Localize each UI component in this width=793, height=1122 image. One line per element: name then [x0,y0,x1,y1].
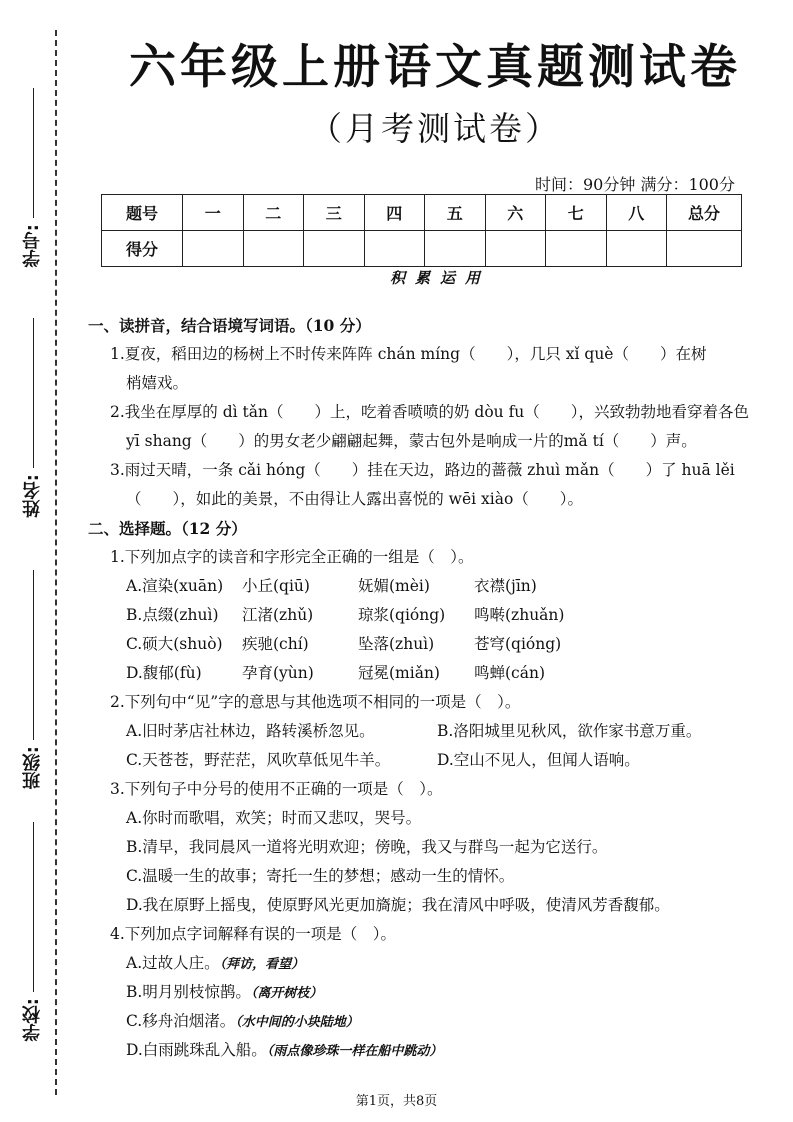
student-number-line[interactable] [33,88,34,218]
class-field [8,570,58,789]
score-cell[interactable] [364,231,425,267]
option-item[interactable]: C.天苍苍，野茫茫，风吹草低见牛羊。 [126,751,391,769]
score-table-header-row [102,195,742,231]
option-item[interactable]: D.空山不见人，但闻人语响。 [437,751,640,769]
score-table-cell: 一 [183,195,244,231]
page-footer: 第1页，共8页 [355,1094,438,1109]
option-text: A.过故人庄。 [126,954,220,972]
student-number-field [8,88,58,267]
option-item: 琼浆(qióng) [358,606,446,624]
option-note: （离开树枝） [250,986,323,1001]
question-content [88,311,748,1065]
option-item[interactable] [88,1007,748,1036]
option-item[interactable] [88,978,748,1007]
option-item[interactable]: A.旧时茅店社林边，路转溪桥忽见。 [126,722,375,740]
name-line[interactable] [33,318,34,468]
score-table-cell: 二 [243,195,304,231]
q2-4-stem: 4.下列加点字词解释有误的一项是（ ）。 [110,925,397,943]
q1-line: 2.我坐在厚厚的 dì tǎn（ ）上，吃着香喷喷的奶 dòu fu（ ），兴致勃勃地看穿着各色 [110,403,750,421]
score-cell[interactable] [667,231,742,267]
option-item[interactable]: A.渲染(xuān) [126,577,224,595]
option-item[interactable]: C.温暖一生的故事；寄托一生的梦想；感动一生的情怀。 [126,867,515,885]
option-item: 疾驰(chí) [242,635,309,653]
binding-dashed-line [55,30,57,1095]
option-item: 小丘(qiū) [242,577,310,595]
option-item[interactable]: A.你时而歌唱，欢笑；时而又悲叹，哭号。 [126,809,422,827]
exam-title: 六年级上册语文真题测试卷 [129,40,741,95]
option-text: B.明月别枝惊鹊。 [126,983,251,1001]
score-cell[interactable] [606,231,667,267]
class-line[interactable] [33,570,34,740]
option-item[interactable]: B.洛阳城里见秋风，欲作家书意万重。 [437,722,702,740]
q2-3-stem: 3.下列句子中分号的使用不正确的一项是（ ）。 [110,780,443,798]
q1-line: （ ），如此的美景，不由得让人露出喜悦的 wēi xiào（ ）。 [126,490,584,508]
option-item: 孕育(yùn) [242,664,314,682]
exam-subtitle: （月考测试卷） [309,109,561,148]
q1-line: 1.夏夜，稻田边的杨树上不时传来阵阵 chán míng（ ），几只 xǐ què（ ）在树 [110,345,707,363]
score-row-label: 得分 [102,231,183,267]
name-label: 姓名: [22,474,43,518]
section-title: 积累运用 [389,269,490,287]
option-item[interactable]: D.馥郁(fù) [126,664,202,682]
q2-2-stem: 2.下列句中“见”字的意思与其他选项不相同的一项是（ ）。 [110,693,521,711]
q2-1-stem: 1.下列加点字的读音和字形完全正确的一组是（ ）。 [110,548,474,566]
score-cell[interactable] [183,231,244,267]
option-item[interactable]: B.清早，我同晨风一道将光明欢迎；傍晚，我又与群鸟一起为它送行。 [126,838,608,856]
option-text: C.移舟泊烟渚。 [126,1012,236,1030]
score-table-cell: 四 [364,195,425,231]
option-item: 坠落(zhuì) [358,635,435,653]
option-item: 苍穹(qióng) [474,635,562,653]
score-cell[interactable] [485,231,546,267]
score-cell[interactable] [546,231,607,267]
option-item[interactable] [88,949,748,978]
score-cell[interactable] [304,231,365,267]
option-note: （拜访，看望） [219,957,305,972]
q2-1-option-row [88,601,748,630]
q2-2-option-row [88,717,748,746]
option-item: 鸣啭(zhuǎn) [474,606,565,624]
score-table-cell: 题号 [102,195,183,231]
score-table-cell: 六 [485,195,546,231]
q2-heading: 二、选择题。（12 分） [88,519,247,538]
score-table-cell: 三 [304,195,365,231]
option-item: 江渚(zhǔ) [242,606,314,624]
school-field [8,822,58,1041]
option-item[interactable] [88,1036,748,1065]
option-item: 妩媚(mèi) [358,577,430,595]
option-text: D.白雨跳珠乱入船。 [126,1041,267,1059]
q1-heading: 一、读拼音，结合语境写词语。（10 分） [88,316,371,335]
binding-margin [0,0,80,1122]
option-note: （水中间的小块陆地） [235,1015,359,1030]
score-table-cell: 八 [606,195,667,231]
q2-1-option-row [88,572,748,601]
score-cell[interactable] [425,231,486,267]
score-table-score-row [102,231,742,267]
class-label: 班级: [22,746,43,790]
q1-line: 3.雨过天晴，一条 cǎi hóng（ ）挂在天边，路边的蔷薇 zhuì mǎn（ ）了 huā lěi [110,461,735,479]
name-field [8,318,58,517]
option-item[interactable]: B.点缀(zhuì) [126,606,219,624]
q2-2-option-row [88,746,748,775]
option-item: 冠冕(miǎn) [358,664,440,682]
score-table [101,194,742,267]
option-note: （雨点像珍珠一样在船中跳动） [266,1044,443,1059]
school-line[interactable] [33,822,34,992]
option-item[interactable]: D.我在原野上摇曳，使原野风光更加旖旎；我在清风中呼吸，使清风芳香馥郁。 [126,896,670,914]
score-table-cell: 五 [425,195,486,231]
time-info: 时间：90分钟 满分：100分 [535,175,735,194]
score-cell[interactable] [243,231,304,267]
option-item: 鸣蝉(cán) [474,664,545,682]
q2-1-option-row [88,659,748,688]
score-table-cell: 七 [546,195,607,231]
option-item: 衣襟(jīn) [474,577,537,595]
student-number-label: 学号: [22,224,43,268]
score-table-cell: 总分 [667,195,742,231]
q2-1-option-row [88,630,748,659]
q1-line: yī shang（ ）的男女老少翩翩起舞，蒙古包外是响成一片的mǎ tí（ ）声。 [126,432,697,450]
q1-line: 梢嬉戏。 [126,374,189,392]
school-label: 学校: [22,998,43,1042]
option-item[interactable]: C.硕大(shuò) [126,635,223,653]
